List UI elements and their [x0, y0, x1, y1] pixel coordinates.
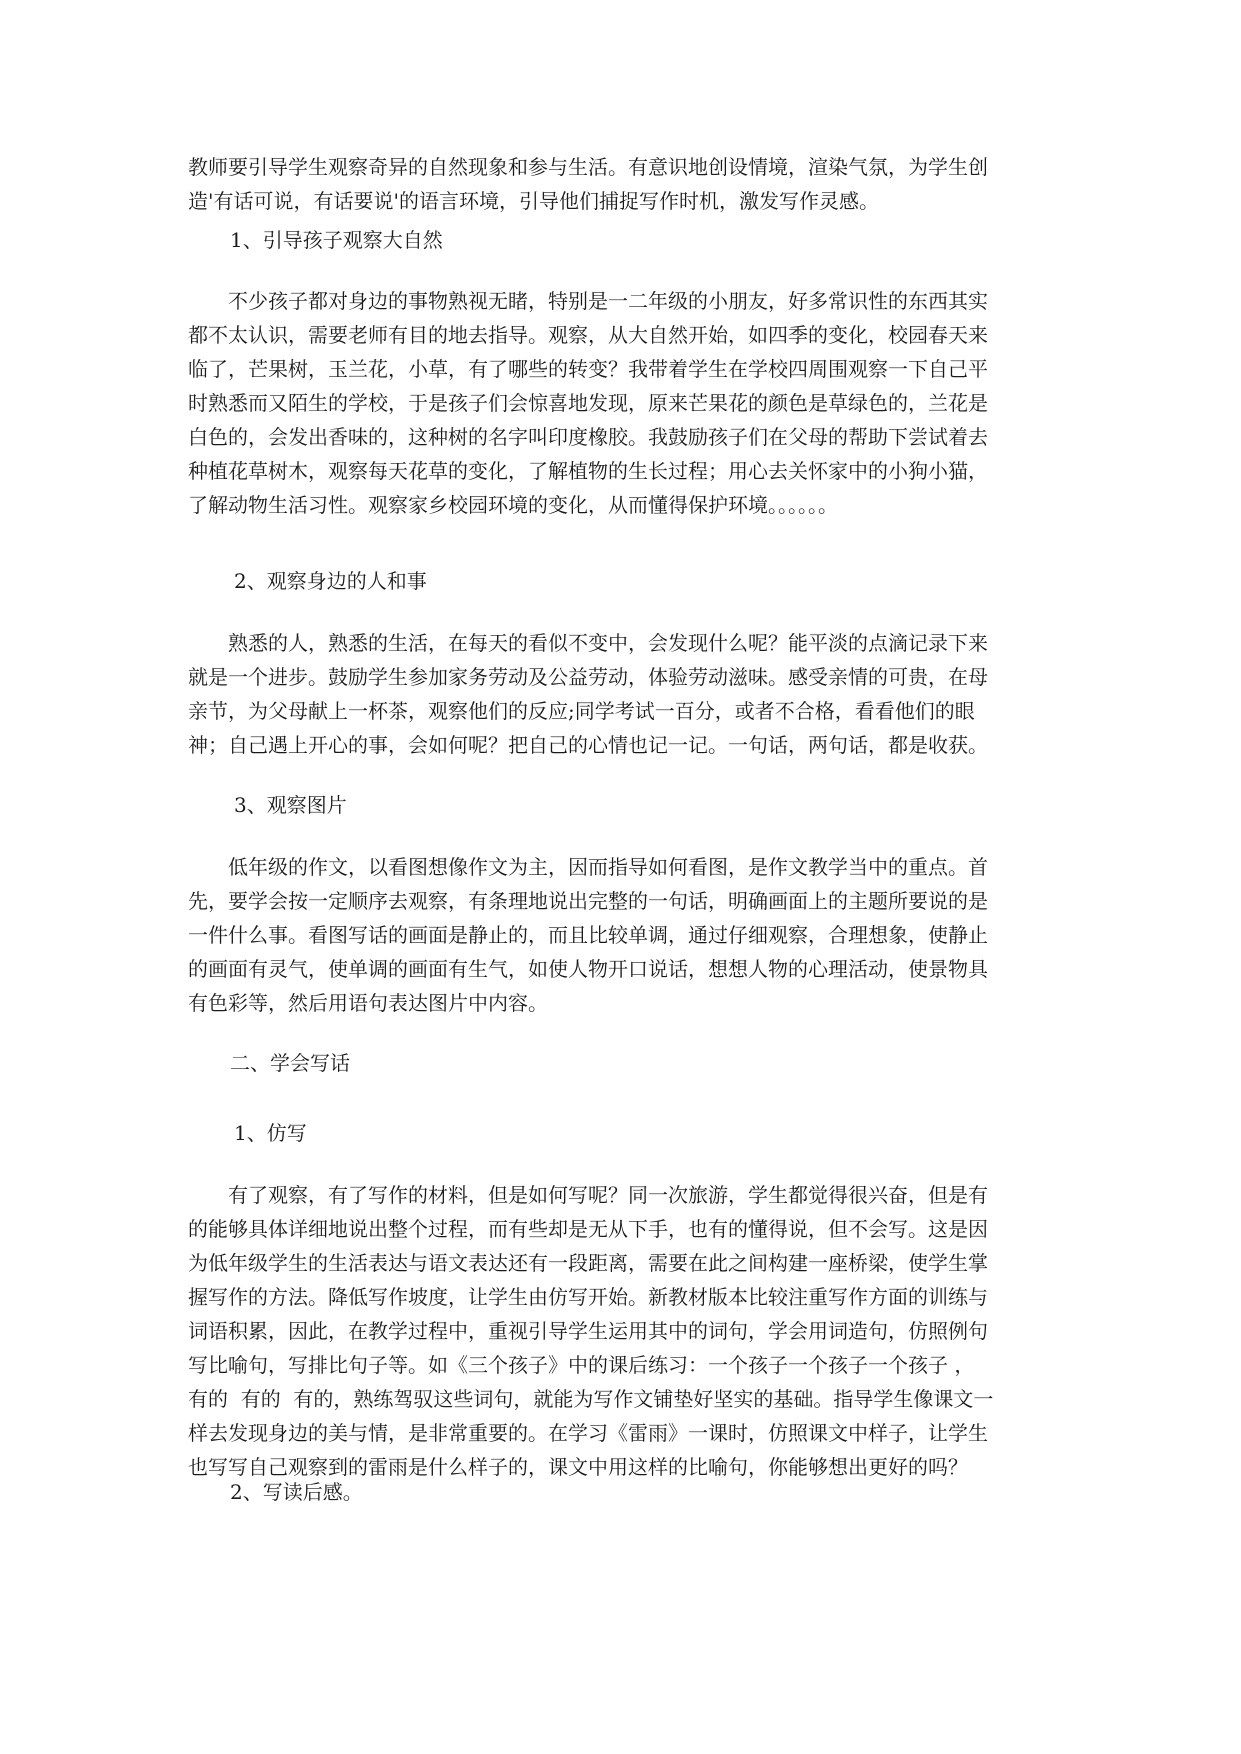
section-heading-observe-people: 2、观察身边的人和事	[234, 569, 427, 593]
text-line: 的能够具体详细地说出整个过程，而有些却是无从下手，也有的懂得说，但不会写。这是因	[188, 1217, 988, 1241]
text-line: 也写写自己观察到的雷雨是什么样子的，课文中用这样的比喻句，你能够想出更好的吗？	[188, 1455, 968, 1479]
text-line: 有的 有的 有的，熟练驾驭这些词句，就能为写作文铺垫好坚实的基础。指导学生像课文一	[188, 1387, 994, 1411]
text-line: 临了，芒果树，玉兰花，小草，有了哪些的转变？我带着学生在学校四周围观察一下自己平	[188, 357, 988, 381]
text-line: 就是一个进步。鼓励学生参加家务劳动及公益劳动，体验劳动滋味。感受亲情的可贵，在母	[188, 665, 988, 689]
paragraph-intro	[188, 150, 1058, 218]
text-line: 白色的，会发出香味的，这种树的名字叫印度橡胶。我鼓励孩子们在父母的帮助下尝试着去	[188, 425, 988, 449]
text-line: 先，要学会按一定顺序去观察，有条理地说出完整的一句话，明确画面上的主题所要说的是	[188, 889, 988, 913]
paragraph-observe-nature	[188, 284, 1058, 522]
paragraph-observe-people	[188, 626, 1058, 762]
text-line: 有了观察，有了写作的材料，但是如何写呢？同一次旅游，学生都觉得很兴奋，但是有	[228, 1183, 988, 1207]
section-heading-observe-nature: 1、引导孩子观察大自然	[230, 228, 443, 252]
section-heading-observe-pictures: 3、观察图片	[234, 793, 347, 817]
text-line: 时熟悉而又陌生的学校，于是孩子们会惊喜地发现，原来芒果花的颜色是草绿色的，兰花是	[188, 391, 988, 415]
section-heading-reading-response: 2、写读后感。	[230, 1480, 363, 1504]
section-heading-learn-writing: 二、学会写话	[230, 1051, 350, 1075]
text-line: 有色彩等，然后用语句表达图片中内容。	[188, 991, 548, 1015]
paragraph-imitation	[188, 1178, 1058, 1484]
section-heading-imitation: 1、仿写	[234, 1121, 307, 1145]
text-line: 一件什么事。看图写话的画面是静止的，而且比较单调，通过仔细观察，合理想象，使静止	[188, 923, 988, 947]
text-line: 不少孩子都对身边的事物熟视无睹，特别是一二年级的小朋友，好多常识性的东西其实	[228, 289, 988, 313]
paragraph-observe-pictures	[188, 850, 1058, 1020]
text-line: 了解动物生活习性。观察家乡校园环境的变化，从而懂得保护环境。。。。。。	[188, 493, 838, 517]
text-line: 为低年级学生的生活表达与语文表达还有一段距离，需要在此之间构建一座桥梁，使学生掌	[188, 1251, 988, 1275]
text-line: 种植花草树木，观察每天花草的变化，了解植物的生长过程；用心去关怀家中的小狗小猫，	[188, 459, 988, 483]
text-line: 握写作的方法。降低写作坡度，让学生由仿写开始。新教材版本比较注重写作方面的训练与	[188, 1285, 988, 1309]
text-line: 教师要引导学生观察奇异的自然现象和参与生活。有意识地创设情境，渲染气氛，为学生创	[188, 155, 988, 179]
text-line: 样去发现身边的美与情，是非常重要的。在学习《雷雨》一课时，仿照课文中样子，让学生	[188, 1421, 988, 1445]
text-line: 都不太认识，需要老师有目的地去指导。观察，从大自然开始，如四季的变化，校园春天来	[188, 323, 988, 347]
text-line: 亲节，为父母献上一杯茶，观察他们的反应;同学考试一百分，或者不合格，看看他们的眼	[188, 699, 975, 723]
text-line: 写比喻句，写排比句子等。如《三个孩子》中的课后练习：一个孩子一个孩子一个孩子 ，	[188, 1353, 975, 1377]
text-line: 神；自己遇上开心的事，会如何呢？把自己的心情也记一记。一句话，两句话，都是收获。	[188, 733, 988, 757]
text-line: 词语积累，因此，在教学过程中，重视引导学生运用其中的词句，学会用词造句，仿照例句	[188, 1319, 988, 1343]
text-line: 熟悉的人，熟悉的生活，在每天的看似不变中，会发现什么呢？能平淡的点滴记录下来	[228, 631, 988, 655]
text-line: 造'有话可说，有话要说'的语言环境，引导他们捕捉写作时机，激发写作灵感。	[188, 189, 879, 213]
text-line: 低年级的作文，以看图想像作文为主，因而指导如何看图，是作文教学当中的重点。首	[228, 855, 988, 879]
text-line: 的画面有灵气，使单调的画面有生气，如使人物开口说话，想想人物的心理活动，使景物具	[188, 957, 988, 981]
